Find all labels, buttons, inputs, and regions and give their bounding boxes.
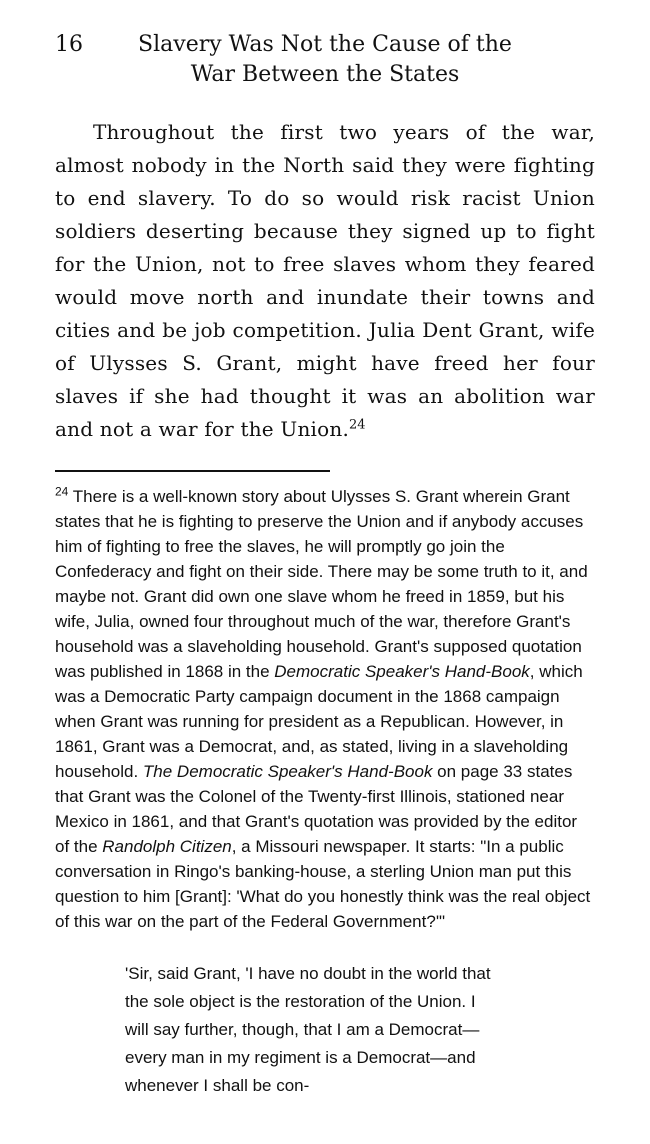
body-paragraph (55, 116, 595, 446)
footnote-separator (55, 470, 330, 472)
blockquote: 'Sir, said Grant, 'I have no doubt in the world that the sole object is the restoration of the Union. I will say further, though, that I am a Democrat—every man in my regiment is a Democrat—and whenever I shall be con- (125, 964, 491, 1095)
footnote-number: 24 (55, 484, 69, 499)
header-title-line1: Slavery Was Not the Cause of the (138, 32, 512, 57)
footnote (55, 484, 595, 934)
footnote-reference: 24 (349, 417, 366, 433)
body-paragraph-text: Throughout the first two years of the war, almost nobody in the North said they were fighting to end slavery. To do so would risk racist Union soldiers deserting because they signed up to fight for the Union, not to free slaves whom they feared would move north and inundate their towns and cities and be job competition. Julia Dent Grant, wife of Ulysses S. Grant, might have freed her four slaves if she had thought it was an abolition war and not a war for the Union. (55, 120, 595, 441)
header-title-line2: War Between the States (190, 62, 460, 87)
page-number: 16 (55, 32, 83, 57)
footnote-text: There is a well-known story about Ulysses S. Grant wherein Grant states that he is fighting to preserve the Union and if anybody accuses him of fighting to free the slaves, he will promptly go join the Confederacy and fight on their side. There may be some truth to it, and maybe not. Grant did own one slave whom he freed in 1859, but his wife, Julia, owned four throughout much of the war, therefore Grant's household was a slaveholding household. Grant's supposed quotation was published in 1868 in the Democratic Speaker's Hand-Book, which was a Democratic Party campaign document in the 1868 campaign when Grant was running for president as a Republican. However, in 1861, Grant was a Democrat, and, as stated, living in a slaveholding household. The Democratic Speaker's Hand-Book on page 33 states that Grant was the Colonel of the Twenty-first Illinois, stationed near Mexico in 1861, and that Grant's quotation was provided by the editor of the Randolph Citizen, a Missouri newspaper. It starts: "In a public conversation in Ringo's banking-house, a sterling Union man put this question to him [Grant]: 'What do you honestly think was the real object of this war on the part of the Federal Government?'" (55, 487, 591, 931)
page-content (55, 0, 595, 1100)
header-title (55, 30, 595, 90)
running-head (55, 0, 595, 90)
